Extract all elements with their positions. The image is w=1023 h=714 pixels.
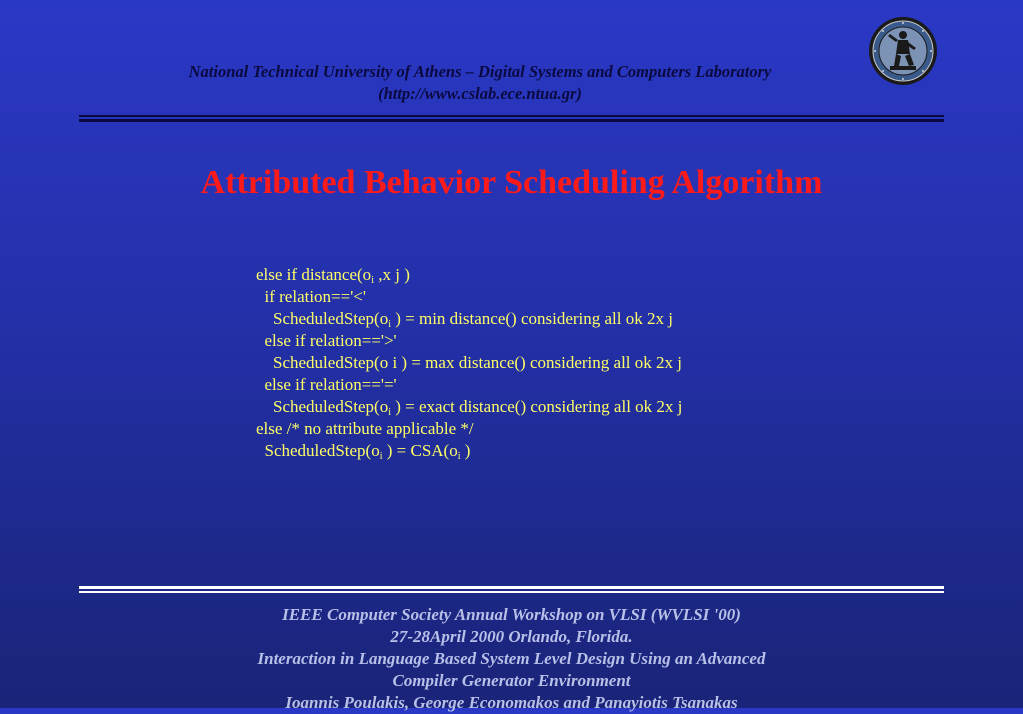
- footer: [0, 604, 1023, 714]
- code-line: ScheduledStep(o i ) = max distance() considering all ok 2x j: [256, 353, 682, 372]
- footer-paper-title: Interaction in Language Based System Level Design Using an Advanced: [257, 649, 766, 668]
- code-line: if relation=='<': [256, 287, 366, 306]
- header: [120, 61, 840, 105]
- code-line: $ScheduledStep(o_i$ ) = $CSA(o_i$ ): [256, 441, 471, 462]
- header-divider-lower: [79, 119, 944, 122]
- footer-conference: IEEE Computer Society Annual Workshop on VLSI (WVLSI '00): [282, 605, 741, 624]
- code-line: else if $distance(o_i$ ,x j ): [256, 265, 410, 286]
- code-line: else if relation=='>': [256, 331, 397, 350]
- code-line: $ScheduledStep(o_i$ ) = exact distance() considering all ok 2x j: [256, 397, 683, 418]
- ntua-seal-icon: [868, 16, 938, 86]
- slide-title: Attributed Behavior Scheduling Algorithm: [200, 164, 823, 201]
- footer-date-location: 27-28April 2000 Orlando, Florida.: [390, 627, 633, 646]
- pseudocode-block: [256, 264, 682, 462]
- code-line: $ScheduledStep(o_i$ ) = min distance() considering all ok 2x j: [256, 309, 673, 330]
- code-line: else if relation=='=': [256, 375, 397, 394]
- footer-authors: Ioannis Poulakis, George Economakos and Panayiotis Tsanakas: [285, 693, 738, 712]
- footer-paper-title-cont: Compiler Generator Environment: [392, 671, 631, 690]
- header-divider-upper: [79, 115, 944, 117]
- footer-divider-upper: [79, 586, 944, 589]
- header-url: (http://www.cslab.ece.ntua.gr): [378, 84, 582, 103]
- code-line: else /* no attribute applicable */: [256, 419, 474, 438]
- header-institution: National Technical University of Athens – Digital Systems and Computers Laboratory: [188, 62, 772, 81]
- footer-divider-lower: [79, 591, 944, 593]
